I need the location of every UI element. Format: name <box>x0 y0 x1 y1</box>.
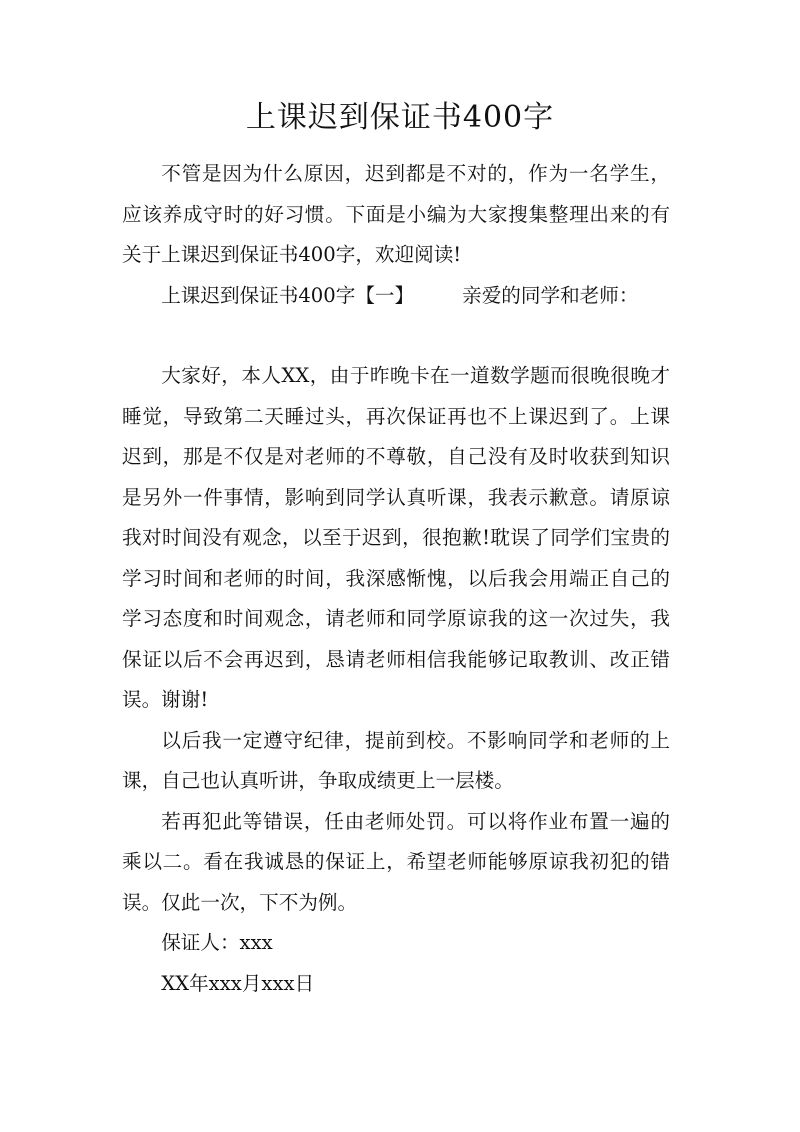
signature-line: 保证人：xxx <box>161 931 273 954</box>
section-heading: 上课迟到保证书400字【一】 <box>161 283 415 307</box>
section-heading-line <box>122 276 670 317</box>
body-paragraph-3: 若再犯此等错误，任由老师处罚。可以将作业布置一遍的乘以二。看在我诚恳的保证上，希望老师能够原谅我初犯的错误。仅此一次，下不为例。 <box>122 809 670 914</box>
body-paragraph-2: 以后我一定遵守纪律，提前到校。不影响同学和老师的上课，自己也认真听讲，争取成绩更上一层楼。 <box>122 728 670 792</box>
date-line: XX年xxx月xxx日 <box>161 971 315 995</box>
document-title: 上课迟到保证书400字 <box>245 100 555 135</box>
body-paragraph-1: 大家好，本人XX，由于昨晚卡在一道数学题而很晚很晚才睡觉，导致第二天睡过头，再次保证再也不上课迟到了。上课迟到，那是不仅是对老师的不尊敬，自己没有及时收获到知识是另外一件事情，影响到同学认真听课，我表示歉意。请原谅我对时间没有观念，以至于迟到，很抱歉!耽误了同学们宝贵的学习时间和老师的时间，我深感惭愧，以后我会用端正自己的学习态度和时间观念，请老师和同学原谅我的这一次过失，我保证以后不会再迟到，恳请老师相信我能够记取教训、改正错误。谢谢! <box>122 364 670 711</box>
intro-paragraph: 不管是因为什么原因，迟到都是不对的，作为一名学生，应该养成守时的好习惯。下面是小编为大家搜集整理出来的有关于上课迟到保证书400字，欢迎阅读! <box>122 162 670 266</box>
salutation: 亲爱的同学和老师： <box>462 283 639 307</box>
document-body <box>122 154 670 1004</box>
